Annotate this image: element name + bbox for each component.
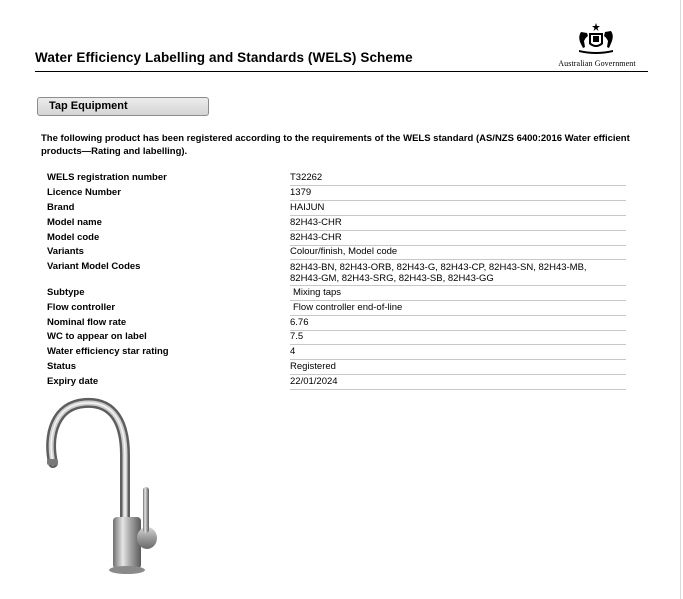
row-divider [290, 374, 626, 375]
intro-text: The following product has been registered according to the requirements of the WELS standard (AS/NZS 6400:2016 Water efficient products—Rating and labelling). [41, 133, 630, 157]
page-edge [680, 0, 681, 599]
field-label-licence-number: Licence Number [47, 187, 121, 198]
field-label-status: Status [47, 361, 77, 372]
row-divider [290, 389, 626, 390]
section-label: Tap Equipment [49, 100, 128, 112]
field-value-variant-model-codes-line2: 82H43-GM, 82H43-SRG, 82H43-SB, 82H43-GG [290, 273, 494, 284]
field-value-wc-to-appear-on-label: 7.5 [290, 331, 304, 342]
row-divider [290, 200, 626, 201]
row-divider [290, 330, 626, 331]
field-label-nominal-flow-rate: Nominal flow rate [47, 317, 127, 328]
government-label: Australian Government [558, 59, 636, 68]
row-divider [290, 285, 626, 286]
field-value-flow-controller: Flow controller end-of-line [293, 302, 403, 313]
row-divider [290, 185, 626, 186]
field-value-model-code: 82H43-CHR [290, 232, 342, 243]
row-divider [290, 230, 626, 231]
field-label-wc-to-appear-on-label: WC to appear on label [47, 331, 147, 342]
row-divider [290, 259, 626, 260]
field-label-variants: Variants [47, 246, 84, 257]
field-value-variants: Colour/finish, Model code [290, 246, 398, 257]
section-header [37, 97, 209, 116]
field-value-nominal-flow-rate: 6.76 [290, 317, 309, 328]
mixer-tap-image [35, 395, 175, 580]
field-label-variant-model-codes: Variant Model Codes [47, 261, 141, 272]
header-divider [35, 71, 648, 72]
field-value-expiry-date: 22/01/2024 [290, 376, 338, 387]
row-divider [290, 344, 626, 345]
field-value-licence-number: 1379 [290, 187, 312, 198]
field-label-expiry-date: Expiry date [47, 376, 99, 387]
field-value-status: Registered [290, 361, 336, 372]
page-title: Water Efficiency Labelling and Standards (WELS) Scheme [35, 50, 413, 65]
row-divider [290, 300, 626, 301]
field-label-flow-controller: Flow controller [47, 302, 116, 313]
field-label-model-name: Model name [47, 217, 102, 228]
field-value-variant-model-codes-line1: 82H43-BN, 82H43-ORB, 82H43-G, 82H43-CP, 82H43-SN, 82H43-MB, [290, 262, 587, 273]
field-value-model-name: 82H43-CHR [290, 217, 342, 228]
field-value-wels-registration-number: T32262 [290, 172, 323, 183]
field-value-subtype: Mixing taps [293, 287, 342, 298]
field-value-brand: HAIJUN [290, 202, 325, 213]
field-value-water-efficiency-star-rating: 4 [290, 346, 296, 357]
australian-government-logo [553, 22, 641, 70]
row-divider [290, 215, 626, 216]
field-label-water-efficiency-star-rating: Water efficiency star rating [47, 346, 169, 357]
field-label-subtype: Subtype [47, 287, 85, 298]
row-divider [290, 359, 626, 360]
row-divider [290, 315, 626, 316]
field-label-model-code: Model code [47, 232, 100, 243]
field-label-brand: Brand [47, 202, 75, 213]
field-label-wels-registration-number: WELS registration number [47, 172, 167, 183]
coat-of-arms-icon [575, 22, 617, 56]
